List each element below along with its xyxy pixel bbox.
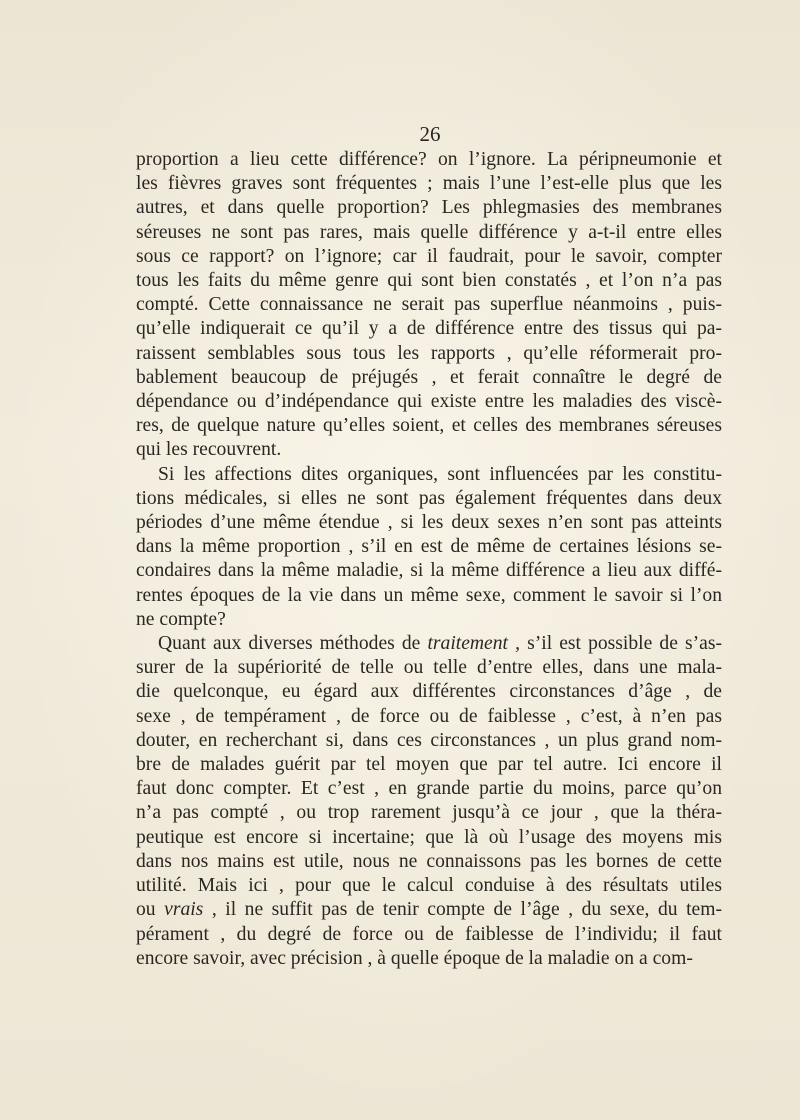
text-line: faut donc compter. Et c’est , en grande partie du moins, parce qu’on: [136, 778, 722, 800]
text-line: tions médicales, si elles ne sont pas également fréquentes dans deux: [136, 487, 722, 509]
text-line: surer de la supériorité de telle ou telle d’entre elles, dans une mala-: [136, 657, 722, 679]
text-line: ne compte?: [136, 608, 226, 630]
text-line: bre de malades guérit par tel moyen que par tel autre. Ici encore il: [136, 754, 722, 776]
text-line: condaires dans la même maladie, si la même différence a lieu aux diffé-: [136, 560, 722, 582]
text-line: dans la même proportion , s’il en est de même de certaines lésions se-: [136, 536, 722, 558]
paragraph: [136, 632, 722, 971]
text-line: qui les recouvrent.: [136, 439, 282, 461]
text-line: rentes époques de la vie dans un même sexe, comment le savoir si l’on: [136, 584, 722, 606]
text-line: Quant aux diverses méthodes de traitement , s’il est possible de s’as-: [158, 633, 722, 655]
text-line: sous ce rapport? on l’ignore; car il faudrait, pour le savoir, compter: [136, 245, 722, 267]
text-line: bablement beaucoup de préjugés , et ferait connaître le degré de: [136, 366, 722, 388]
page-number: 26: [419, 122, 441, 146]
text-line: Si les affections dites organiques, sont influencées par les constitu-: [158, 463, 722, 485]
text-line: compté. Cette connaissance ne serait pas superflue néanmoins , puis-: [136, 294, 722, 316]
text-line: die quelconque, eu égard aux différentes circonstances d’âge , de: [136, 681, 722, 703]
text-line: dans nos mains est utile, nous ne connaissons pas les bornes de cette: [136, 850, 722, 872]
text-line: utilité. Mais ici , pour que le calcul conduise à des résultats utiles: [136, 875, 722, 897]
text-line: autres, et dans quelle proportion? Les phlegmasies des membranes: [136, 197, 722, 219]
text-line: périodes d’une même étendue , si les deux sexes n’en sont pas atteints: [136, 512, 722, 534]
text-line: ou vrais , il ne suffit pas de tenir compte de l’âge , du sexe, du tem-: [136, 899, 722, 921]
text-line: res, de quelque nature qu’elles soient, et celles des membranes séreuses: [136, 415, 722, 437]
paragraph: [136, 463, 722, 632]
text-line: dépendance ou d’indépendance qui existe entre les maladies des viscè-: [136, 391, 722, 413]
italic-text: traitement ,: [427, 633, 520, 655]
text-line: pérament , du degré de force ou de faiblesse de l’individu; il faut: [136, 923, 722, 945]
italic-text: vrais: [164, 899, 204, 921]
text-line: séreuses ne sont pas rares, mais quelle différence y a-t-il entre elles: [136, 221, 722, 243]
text-line: raissent semblables sous tous les rapports , qu’elle réformerait pro-: [136, 342, 722, 364]
body-text: [136, 148, 722, 971]
paragraph: [136, 148, 722, 463]
text-line: douter, en recherchant si, dans ces circonstances , un plus grand nom-: [136, 729, 722, 751]
text-line: proportion a lieu cette différence? on l’ignore. La péripneumonie et: [136, 149, 722, 170]
text-line: sexe , de tempérament , de force ou de faiblesse , c’est, à n’en pas: [136, 705, 722, 727]
text-line: n’a pas compté , ou trop rarement jusqu’à ce jour , que la théra-: [136, 802, 722, 824]
text-line: peutique est encore si incertaine; que là où l’usage des moyens mis: [136, 826, 722, 848]
text-line: qu’elle indiquerait ce qu’il y a de différence entre des tissus qui pa-: [136, 318, 722, 340]
text-line: les fièvres graves sont fréquentes ; mais l’une l’est-elle plus que les: [136, 173, 722, 195]
text-line: encore savoir, avec précision , à quelle époque de la maladie on a com-: [136, 947, 693, 969]
text-line: tous les faits du même genre qui sont bien constatés , et l’on n’a pas: [136, 270, 722, 292]
